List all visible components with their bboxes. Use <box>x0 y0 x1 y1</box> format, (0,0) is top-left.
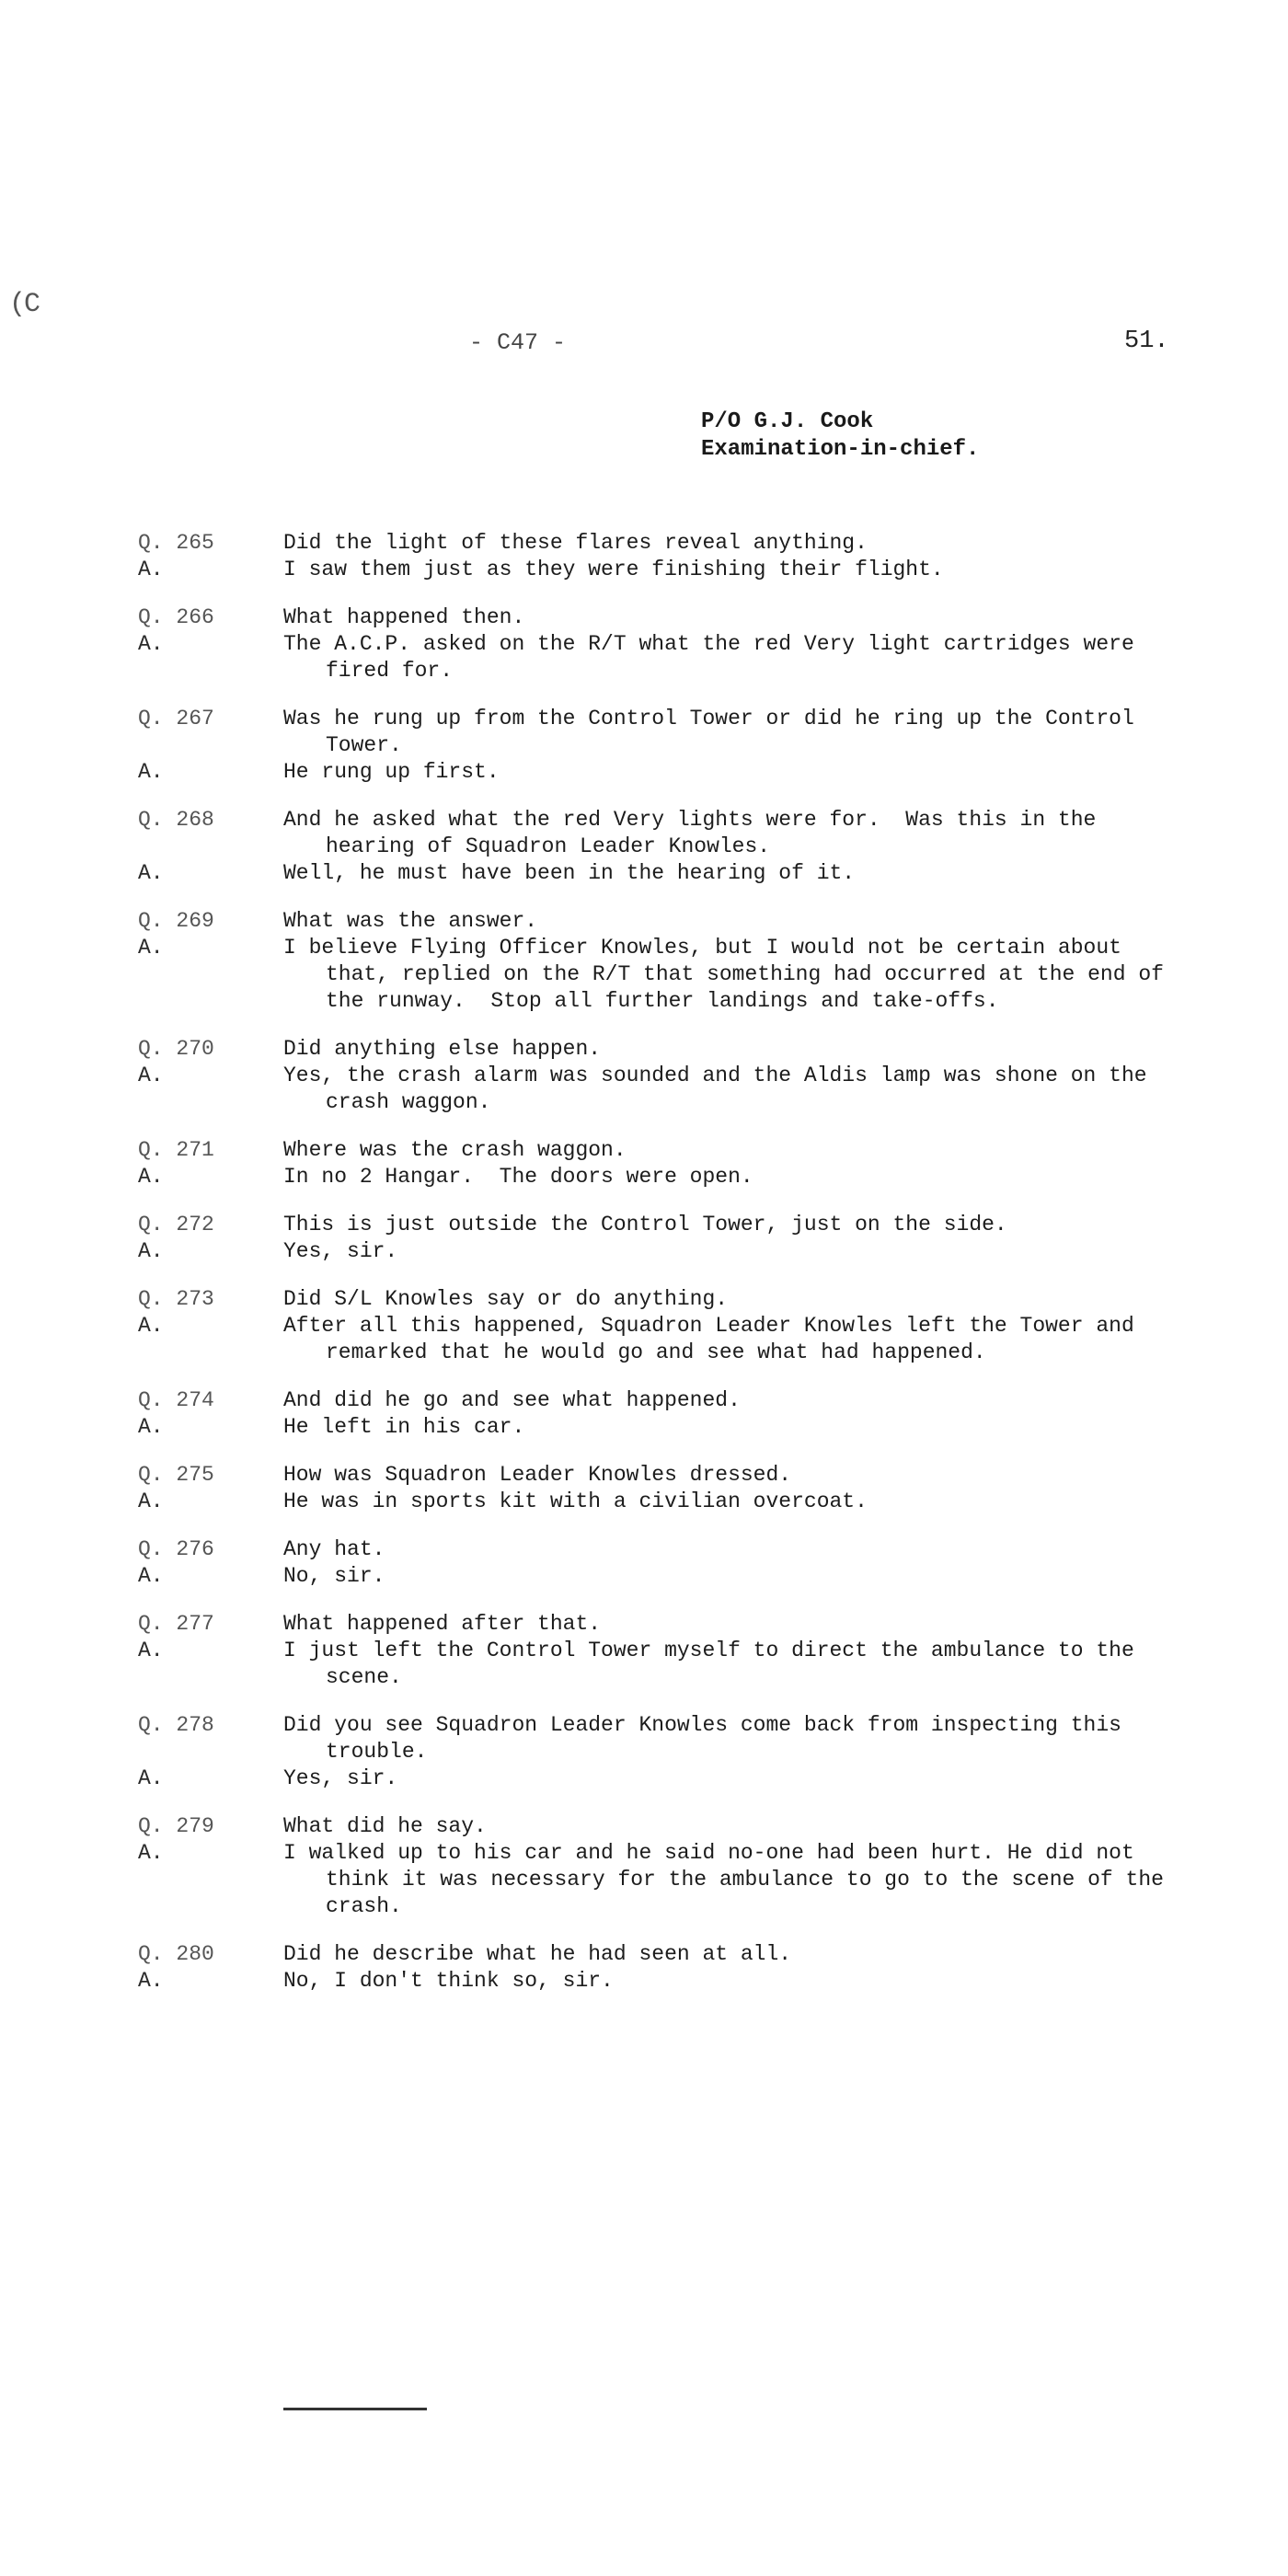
answer-text: Yes, sir. <box>283 1239 398 1263</box>
qa-pair-273 <box>138 1286 1187 1366</box>
question-text: Did you see Squadron Leader Knowles come back from inspecting this trouble. <box>283 1713 1134 1764</box>
answer-row <box>138 1414 1187 1441</box>
answer-text: Yes, sir. <box>283 1766 398 1790</box>
question-text: What was the answer. <box>283 909 538 933</box>
answer-text: I just left the Control Tower myself to direct the ambulance to the scene. <box>283 1639 1147 1689</box>
answer-text: In no 2 Hangar. The doors were open. <box>283 1165 753 1189</box>
answer-row <box>138 759 1187 786</box>
qa-pair-269 <box>138 908 1187 1015</box>
question-text: And did he go and see what happened. <box>283 1388 741 1412</box>
qa-pair-274 <box>138 1387 1187 1441</box>
question-number: Q. 275 <box>138 1463 214 1487</box>
answer-label: A. <box>138 1415 164 1439</box>
answer-text: He was in sports kit with a civilian overcoat. <box>283 1489 868 1513</box>
question-row <box>138 1813 1187 1840</box>
question-number: Q. 269 <box>138 909 214 933</box>
answer-label: A. <box>138 760 164 784</box>
answer-text: The A.C.P. asked on the R/T what the red Very light cartridges were fired for. <box>283 632 1147 683</box>
question-number: Q. 270 <box>138 1037 214 1061</box>
qa-pair-275 <box>138 1462 1187 1515</box>
question-row <box>138 1212 1187 1238</box>
qa-pair-279 <box>138 1813 1187 1920</box>
question-row <box>138 604 1187 631</box>
question-text: And he asked what the red Very lights were for. Was this in the hearing of Squadron Leader Knowles. <box>283 808 1110 858</box>
question-row <box>138 1387 1187 1414</box>
answer-row <box>138 1489 1187 1515</box>
question-row <box>138 1036 1187 1063</box>
answer-label: A. <box>138 1239 164 1263</box>
answer-row <box>138 1563 1187 1590</box>
answer-row <box>138 1638 1187 1691</box>
qa-pair-271 <box>138 1137 1187 1190</box>
answer-text: Yes, the crash alarm was sounded and the Aldis lamp was shone on the crash waggon. <box>283 1064 1160 1114</box>
answer-text: I saw them just as they were finishing their flight. <box>283 558 944 581</box>
answer-label: A. <box>138 1064 164 1087</box>
page-code: - C47 - <box>469 329 567 356</box>
answer-label: A. <box>138 632 164 656</box>
answer-text: After all this happened, Squadron Leader Knowles left the Tower and remarked that he would go and see what had happened. <box>283 1314 1147 1364</box>
question-text: Did S/L Knowles say or do anything. <box>283 1287 729 1311</box>
question-row <box>138 908 1187 935</box>
answer-label: A. <box>138 558 164 581</box>
answer-row <box>138 1765 1187 1792</box>
question-text: How was Squadron Leader Knowles dressed. <box>283 1463 792 1487</box>
qa-pair-278 <box>138 1712 1187 1792</box>
question-number: Q. 265 <box>138 531 214 555</box>
question-row <box>138 807 1187 860</box>
answer-label: A. <box>138 936 164 960</box>
question-row <box>138 1712 1187 1765</box>
qa-pair-276 <box>138 1536 1187 1590</box>
qa-pair-272 <box>138 1212 1187 1265</box>
question-number: Q. 280 <box>138 1942 214 1966</box>
question-row <box>138 1611 1187 1638</box>
answer-text: I walked up to his car and he said no-one had been hurt. He did not think it was necessary for the ambulance to go to the scene of the crash. <box>283 1841 1177 1918</box>
answer-row <box>138 1313 1187 1366</box>
question-number: Q. 274 <box>138 1388 214 1412</box>
qa-pair-270 <box>138 1036 1187 1116</box>
question-row <box>138 1137 1187 1164</box>
question-text: Did the light of these flares reveal anything. <box>283 531 868 555</box>
qa-pair-268 <box>138 807 1187 887</box>
question-text: What happened after that. <box>283 1612 602 1636</box>
witness-heading <box>701 408 979 464</box>
answer-label: A. <box>138 1639 164 1662</box>
question-row <box>138 706 1187 759</box>
answer-label: A. <box>138 1489 164 1513</box>
question-row <box>138 1536 1187 1563</box>
question-number: Q. 268 <box>138 808 214 832</box>
answer-label: A. <box>138 1314 164 1338</box>
end-rule-divider <box>283 2408 427 2410</box>
answer-label: A. <box>138 1969 164 1993</box>
question-number: Q. 271 <box>138 1138 214 1162</box>
qa-pair-266 <box>138 604 1187 684</box>
question-text: This is just outside the Control Tower, just on the side. <box>283 1213 1007 1236</box>
qa-pair-265 <box>138 530 1187 583</box>
answer-label: A. <box>138 861 164 885</box>
answer-label: A. <box>138 1766 164 1790</box>
answer-row <box>138 935 1187 1015</box>
qa-pair-280 <box>138 1941 1187 1995</box>
answer-row <box>138 1164 1187 1190</box>
qa-list <box>138 530 1187 2016</box>
question-number: Q. 277 <box>138 1612 214 1636</box>
examination-section: Examination-in-chief. <box>701 437 980 462</box>
question-number: Q. 273 <box>138 1287 214 1311</box>
answer-text: Well, he must have been in the hearing of it. <box>283 861 856 885</box>
witness-name: P/O G.J. Cook <box>701 409 874 434</box>
answer-row <box>138 631 1187 684</box>
question-number: Q. 272 <box>138 1213 214 1236</box>
page-number: 51. <box>1124 328 1169 355</box>
answer-text: He left in his car. <box>283 1415 525 1439</box>
question-number: Q. 278 <box>138 1713 214 1737</box>
question-row <box>138 530 1187 557</box>
answer-text: No, I don't think so, sir. <box>283 1969 614 1993</box>
answer-row <box>138 1840 1187 1920</box>
question-text: Did he describe what he had seen at all. <box>283 1942 792 1966</box>
qa-pair-267 <box>138 706 1187 786</box>
question-number: Q. 266 <box>138 605 214 629</box>
question-row <box>138 1941 1187 1968</box>
answer-row <box>138 1968 1187 1995</box>
answer-row <box>138 1063 1187 1116</box>
question-text: Was he rung up from the Control Tower or did he ring up the Control Tower. <box>283 707 1147 757</box>
answer-text: I believe Flying Officer Knowles, but I would not be certain about that, replied on the R/T that something had occurred at the end of the runway. Stop all further landings and take-offs. <box>283 936 1177 1013</box>
answer-text: No, sir. <box>283 1564 385 1588</box>
question-text: What did he say. <box>283 1814 487 1838</box>
question-text: Did anything else happen. <box>283 1037 602 1061</box>
question-number: Q. 276 <box>138 1537 214 1561</box>
qa-pair-277 <box>138 1611 1187 1691</box>
margin-mark: (C <box>9 289 40 320</box>
question-row <box>138 1462 1187 1489</box>
answer-text: He rung up first. <box>283 760 500 784</box>
question-text: Any hat. <box>283 1537 385 1561</box>
question-text: Where was the crash waggon. <box>283 1138 627 1162</box>
question-number: Q. 279 <box>138 1814 214 1838</box>
answer-label: A. <box>138 1841 164 1865</box>
answer-label: A. <box>138 1165 164 1189</box>
answer-row <box>138 860 1187 887</box>
answer-row <box>138 557 1187 583</box>
answer-label: A. <box>138 1564 164 1588</box>
question-row <box>138 1286 1187 1313</box>
question-text: What happened then. <box>283 605 525 629</box>
question-number: Q. 267 <box>138 707 214 730</box>
answer-row <box>138 1238 1187 1265</box>
